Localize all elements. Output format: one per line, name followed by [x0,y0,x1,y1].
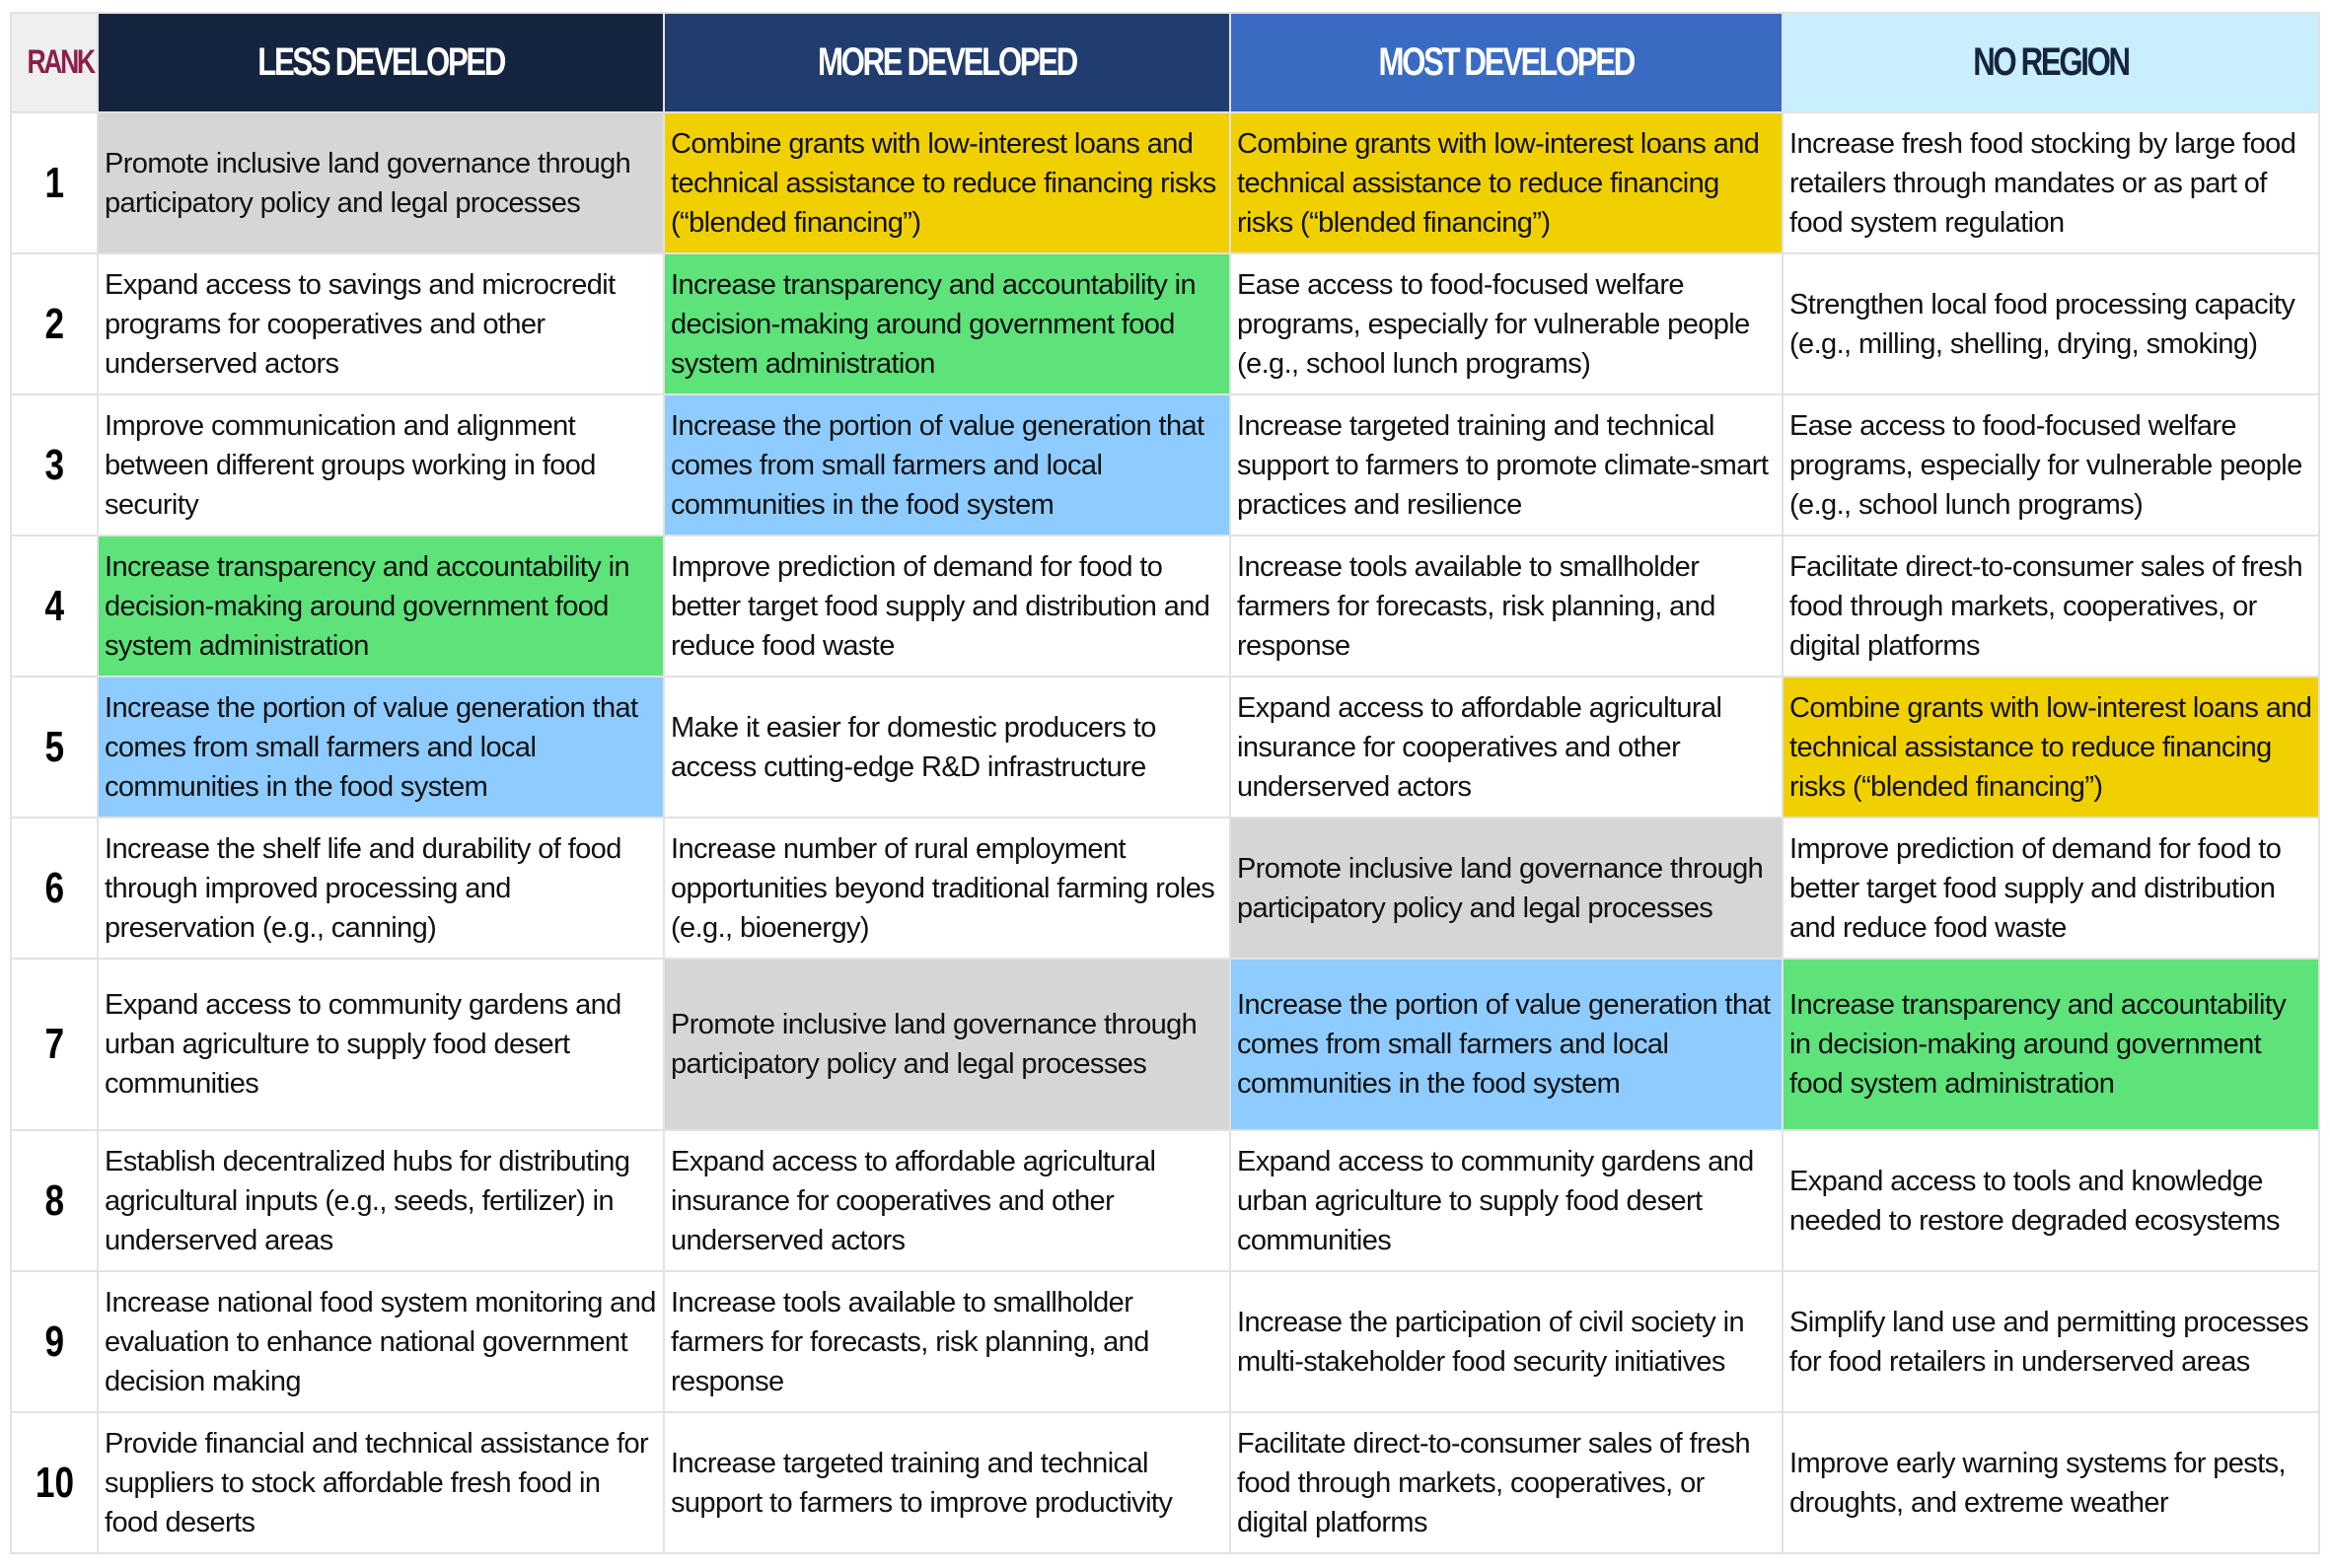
rank-cell [11,253,98,394]
table-cell: Simplify land use and permitting processes for food retailers in underserved areas [1783,1271,2319,1412]
table-cell: Increase the portion of value generation that comes from small farmers and local communities in the food system [1230,959,1783,1130]
rank-number: 6 [44,863,64,912]
table-cell: Promote inclusive land governance through participatory policy and legal processes [98,112,664,253]
rank-cell [11,959,98,1130]
table-cell: Promote inclusive land governance through participatory policy and legal processes [664,959,1230,1130]
table-cell: Improve prediction of demand for food to better target food supply and distribution and reduce food waste [664,535,1230,677]
rank-number: 7 [44,1020,64,1068]
table-cell: Ease access to food-focused welfare programs, especially for vulnerable people (e.g., school lunch programs) [1783,394,2319,535]
column-header-label: NO REGION [1973,40,2129,84]
table-row [11,1271,2319,1412]
table-cell: Increase fresh food stocking by large food retailers through mandates or as part of food system regulation [1783,112,2319,253]
table-cell: Increase the portion of value generation that comes from small farmers and local communities in the food system [98,677,664,818]
header-row [11,13,2319,112]
table-cell: Increase the portion of value generation that comes from small farmers and local communities in the food system [664,394,1230,535]
table-cell: Combine grants with low-interest loans and technical assistance to reduce financing risks (“blended financing”) [1783,677,2319,818]
table-cell: Improve communication and alignment between different groups working in food security [98,394,664,535]
table-cell: Expand access to affordable agricultural insurance for cooperatives and other underserved actors [1230,677,1783,818]
table-cell: Facilitate direct-to-consumer sales of fresh food through markets, cooperatives, or digital platforms [1230,1412,1783,1553]
table-cell: Make it easier for domestic producers to access cutting-edge R&D infrastructure [664,677,1230,818]
rank-cell [11,818,98,959]
table-cell: Expand access to community gardens and urban agriculture to supply food desert communities [98,959,664,1130]
table-cell: Strengthen local food processing capacity (e.g., milling, shelling, drying, smoking) [1783,253,2319,394]
table-cell: Provide financial and technical assistance for suppliers to stock affordable fresh food in food deserts [98,1412,664,1553]
table-row [11,394,2319,535]
table-cell: Increase tools available to smallholder farmers for forecasts, risk planning, and response [664,1271,1230,1412]
table-cell: Increase tools available to smallholder farmers for forecasts, risk planning, and response [1230,535,1783,677]
column-header-label: LESS DEVELOPED [257,40,504,84]
table-cell: Facilitate direct-to-consumer sales of fresh food through markets, cooperatives, or digital platforms [1783,535,2319,677]
rank-number: 1 [44,158,64,207]
column-header-label: MORE DEVELOPED [818,40,1076,84]
table-cell: Increase number of rural employment opportunities beyond traditional farming roles (e.g., bioenergy) [664,818,1230,959]
column-header-most-developed [1230,13,1783,112]
table-row [11,535,2319,677]
rank-number: 10 [35,1458,74,1507]
table-row [11,1130,2319,1271]
table-cell: Improve early warning systems for pests, droughts, and extreme weather [1783,1412,2319,1553]
table-cell: Expand access to savings and microcredit programs for cooperatives and other underserved actors [98,253,664,394]
rank-cell [11,112,98,253]
rank-cell [11,394,98,535]
priority-ranking-table [10,12,2320,1554]
table-cell: Promote inclusive land governance through participatory policy and legal processes [1230,818,1783,959]
table-cell: Improve prediction of demand for food to better target food supply and distribution and reduce food waste [1783,818,2319,959]
table-cell: Expand access to tools and knowledge needed to restore degraded ecosystems [1783,1130,2319,1271]
column-header-more-developed [664,13,1230,112]
rank-number: 9 [44,1317,64,1366]
rank-number: 5 [44,722,64,771]
rank-cell [11,677,98,818]
rank-header-label: RANK [27,43,94,81]
table-cell: Increase the participation of civil society in multi-stakeholder food security initiatives [1230,1271,1783,1412]
table-cell: Increase targeted training and technical support to farmers to promote climate-smart practices and resilience [1230,394,1783,535]
column-header-no-region [1783,13,2319,112]
rank-cell [11,1130,98,1271]
table-cell: Establish decentralized hubs for distributing agricultural inputs (e.g., seeds, fertilizer) in underserved areas [98,1130,664,1271]
table-cell: Expand access to affordable agricultural insurance for cooperatives and other underserved actors [664,1130,1230,1271]
table-body [11,112,2319,1553]
rank-cell [11,1412,98,1553]
table-row [11,677,2319,818]
rank-cell [11,535,98,677]
table-cell: Combine grants with low-interest loans and technical assistance to reduce financing risks (“blended financing”) [1230,112,1783,253]
table-row [11,818,2319,959]
table-row [11,112,2319,253]
table-row [11,1412,2319,1553]
table-cell: Ease access to food-focused welfare programs, especially for vulnerable people (e.g., school lunch programs) [1230,253,1783,394]
column-header-label: MOST DEVELOPED [1378,40,1635,84]
rank-header [11,13,98,112]
table-row [11,959,2319,1130]
table-cell: Increase transparency and accountability in decision-making around government food system administration [1783,959,2319,1130]
rank-number: 8 [44,1176,64,1225]
table-cell: Increase targeted training and technical support to farmers to improve productivity [664,1412,1230,1553]
table-cell: Increase the shelf life and durability of food through improved processing and preservation (e.g., canning) [98,818,664,959]
table-cell: Combine grants with low-interest loans and technical assistance to reduce financing risks (“blended financing”) [664,112,1230,253]
table-cell: Increase transparency and accountability in decision-making around government food system administration [98,535,664,677]
table-row [11,253,2319,394]
rank-number: 4 [44,581,64,630]
table-cell: Increase national food system monitoring and evaluation to enhance national government decision making [98,1271,664,1412]
rank-cell [11,1271,98,1412]
table-cell: Expand access to community gardens and urban agriculture to supply food desert communities [1230,1130,1783,1271]
column-header-less-developed [98,13,664,112]
rank-number: 3 [44,440,64,489]
table-cell: Increase transparency and accountability in decision-making around government food system administration [664,253,1230,394]
rank-number: 2 [44,299,64,348]
